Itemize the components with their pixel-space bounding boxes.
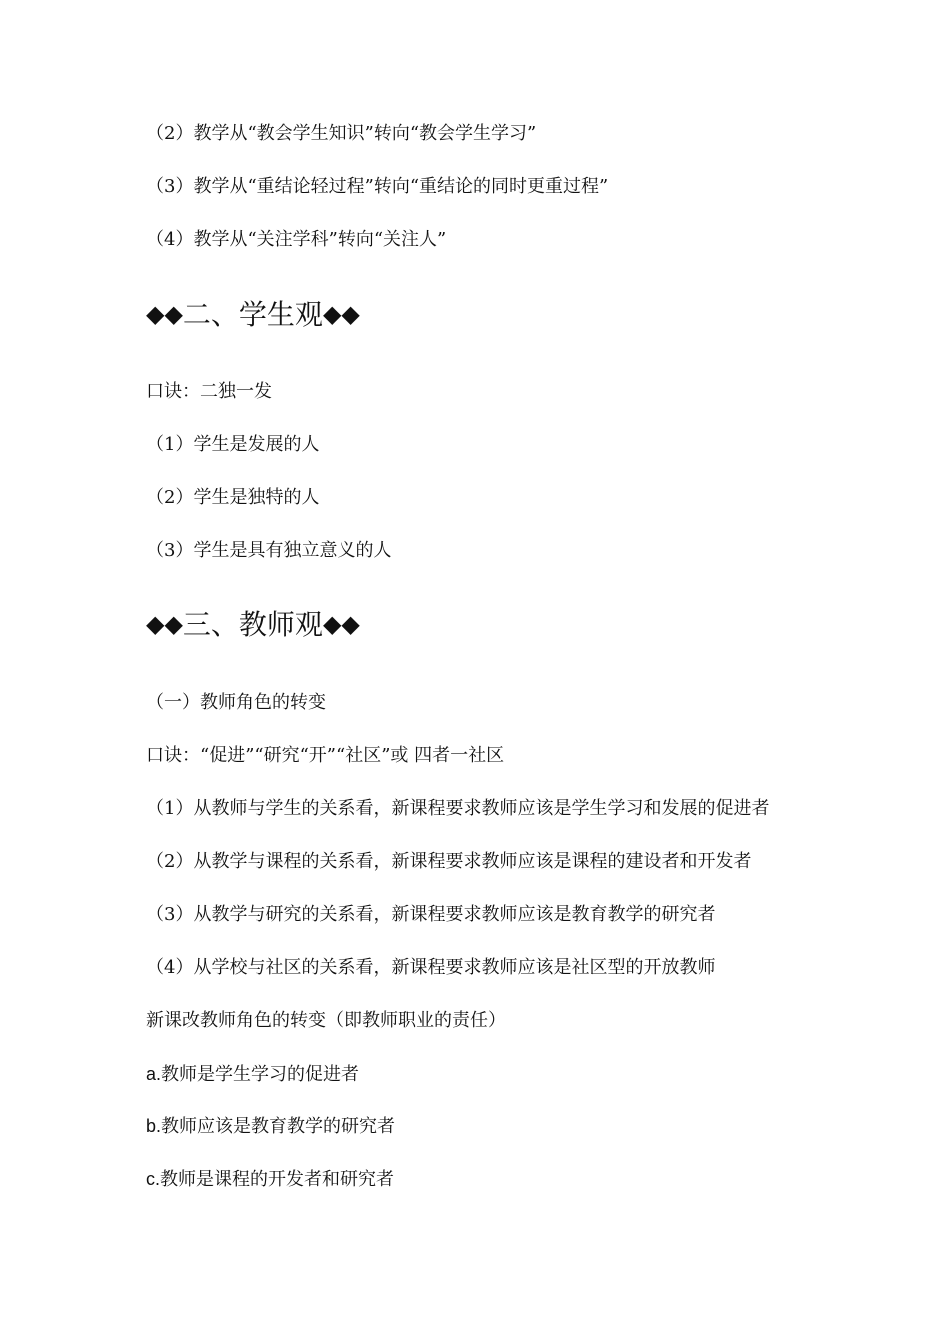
section3-item-1: （1）从教师与学生的关系看，新课程要求教师应该是学生学习和发展的促进者 — [146, 798, 770, 819]
summary-item-c — [146, 1167, 394, 1192]
section3-title: 三、教师观 — [182, 608, 323, 641]
summary-text: 教师是课程的开发者和研究者 — [160, 1169, 395, 1190]
section3-item-3: （3）从教学与研究的关系看，新课程要求教师应该是教育教学的研究者 — [146, 904, 716, 925]
section3-summary-title: 新课改教师角色的转变（即教师职业的责任） — [146, 1010, 506, 1031]
summary-item-a — [146, 1062, 359, 1087]
section3-heading — [146, 606, 360, 643]
section1-item-4: （4）教学从“关注学科”转向“关注人” — [146, 229, 447, 250]
summary-item-b — [146, 1114, 395, 1139]
diamond-left-icon: ◆◆ — [146, 300, 183, 328]
section2-heading — [146, 296, 360, 333]
summary-text: 教师是学生学习的促进者 — [161, 1064, 360, 1085]
summary-text: 教师应该是教育教学的研究者 — [161, 1116, 396, 1137]
section2-item-3: （3）学生是具有独立意义的人 — [146, 540, 392, 561]
section3-subheading: （一）教师角色的转变 — [146, 692, 326, 713]
section3-item-2: （2）从教学与课程的关系看，新课程要求教师应该是课程的建设者和开发者 — [146, 851, 752, 872]
section1-item-3: （3）教学从“重结论轻过程”转向“重结论的同时更重过程” — [146, 176, 609, 197]
summary-letter: b. — [146, 1116, 162, 1136]
section1-item-2: （2）教学从“教会学生知识”转向“教会学生学习” — [146, 123, 537, 144]
section2-mnemonic: 口诀：二独一发 — [146, 381, 272, 402]
section2-item-1: （1）学生是发展的人 — [146, 434, 320, 455]
section2-item-2: （2）学生是独特的人 — [146, 487, 320, 508]
summary-letter: a. — [146, 1064, 162, 1084]
section3-mnemonic: 口诀：“促进”“研究“开”“社区”或 四者一社区 — [146, 745, 505, 766]
summary-letter: c. — [146, 1169, 161, 1189]
section2-title: 二、学生观 — [182, 298, 323, 331]
diamond-right-icon: ◆◆ — [322, 610, 360, 638]
diamond-left-icon: ◆◆ — [146, 610, 183, 638]
diamond-right-icon: ◆◆ — [322, 300, 360, 328]
section3-item-4: （4）从学校与社区的关系看，新课程要求教师应该是社区型的开放教师 — [146, 957, 716, 978]
